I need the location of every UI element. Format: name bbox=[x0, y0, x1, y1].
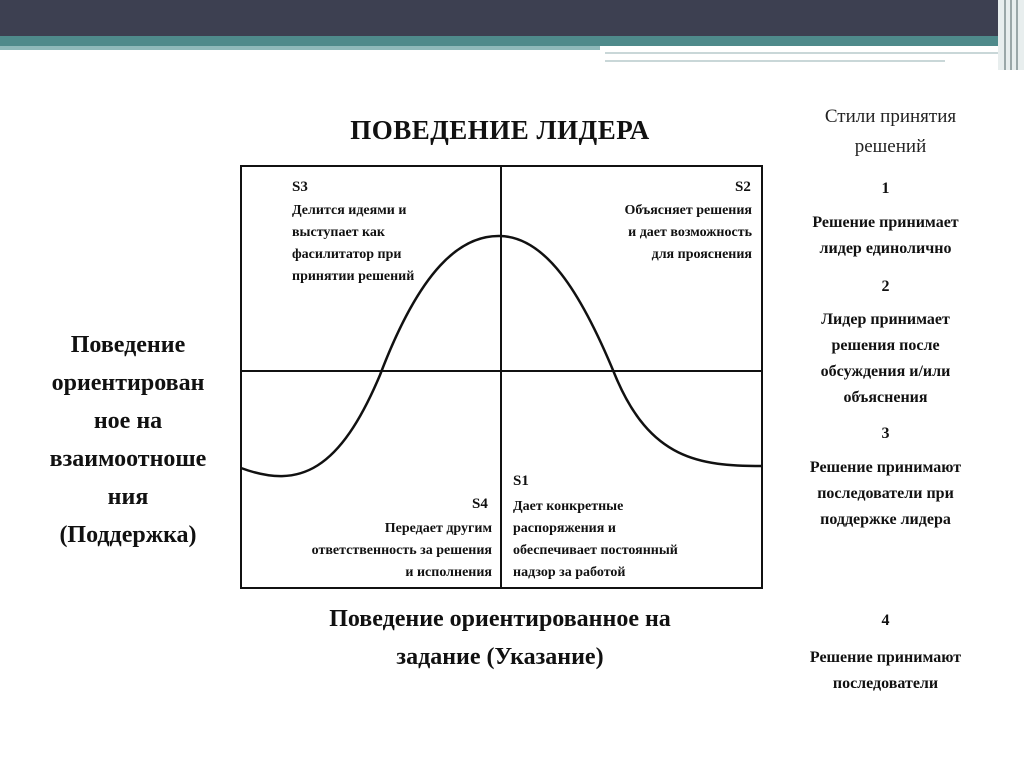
quadrant-s3-text: Делится идеями и выступает как фасилитатор при принятии решений bbox=[292, 203, 415, 284]
decision-styles-title: Стили принятия решений bbox=[824, 106, 957, 157]
quadrant-s1-label: S1 bbox=[513, 473, 529, 489]
style-2-number: 2 bbox=[881, 278, 890, 295]
style-2-text: Лидер принимает решения после обсуждения и/или объяснения bbox=[820, 311, 951, 406]
style-1-number: 1 bbox=[881, 180, 890, 197]
style-3-text: Решение принимают последователи при поддержке лидера bbox=[809, 459, 962, 528]
quadrant-s2-label: S2 bbox=[735, 179, 751, 195]
quadrant-s4-text: Передает другим ответственность за решения и исполнения bbox=[311, 521, 492, 580]
quadrant-s3-label: S3 bbox=[292, 179, 308, 195]
y-axis-label: Поведение ориентирован ное на взаимоотноше ния (Поддержка) bbox=[49, 332, 207, 548]
quadrant-s4-label: S4 bbox=[472, 496, 488, 512]
style-1-text: Решение принимает лидер единолично bbox=[812, 214, 959, 257]
style-4-number: 4 bbox=[881, 612, 890, 629]
style-3-number: 3 bbox=[881, 425, 890, 442]
quadrant-s1-text: Дает конкретные распоряжения и обеспечивает постоянный надзор за работой bbox=[513, 499, 678, 580]
x-axis-label: Поведение ориентированное на задание (Указание) bbox=[329, 606, 671, 670]
diagram-title: ПОВЕДЕНИЕ ЛИДЕРА bbox=[350, 115, 650, 145]
quadrant-s2-text: Объясняет решения и дает возможность для прояснения bbox=[624, 203, 752, 262]
style-4-text: Решение принимают последователи bbox=[809, 649, 962, 692]
